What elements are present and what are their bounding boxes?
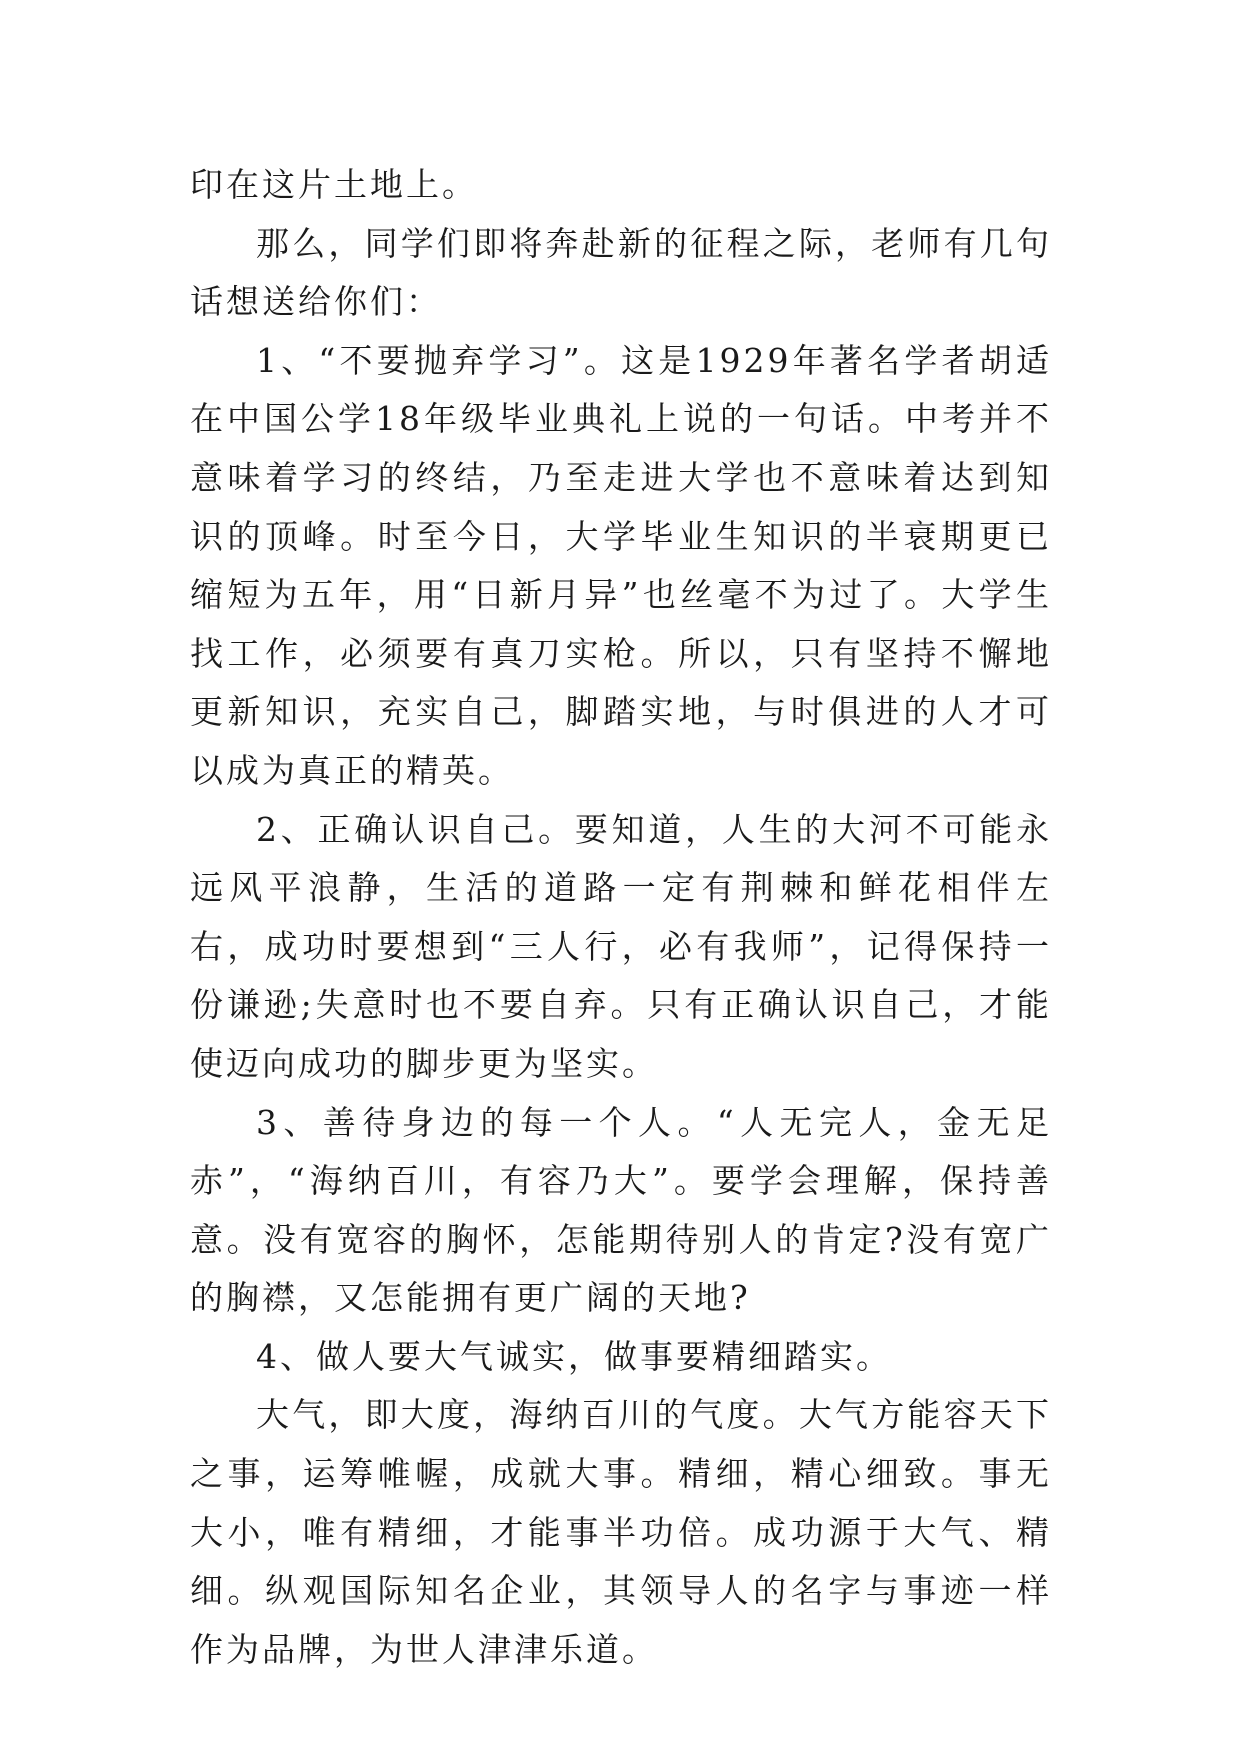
paragraph: 4、做人要大气诚实，做事要精细踏实。 [256,1336,892,1376]
paragraph: 2、正确认识自己。要知道，人生的大河不可能永远风平浪静，生活的道路一定有荆棘和鲜花相伴左右，成功时要想到“三人行，必有我师”，记得保持一份谦逊;失意时也不要自弃。只有正确认识自己，才能使迈向成功的脚步更为坚实。 [190,809,1052,1083]
paragraph: 那么，同学们即将奔赴新的征程之际，老师有几句话想送给你们： [190,223,1052,322]
document-body [190,156,1052,1679]
paragraph: 印在这片土地上。 [190,165,478,204]
paragraph: 1、“不要抛弃学习”。这是1929年著名学者胡适在中国公学18年级毕业典礼上说的一句话。中考并不意味着学习的终结，乃至走进大学也不意味着达到知识的顶峰。时至今日，大学毕业生知识的半衰期更已缩短为五年，用“日新月异”也丝毫不为过了。大学生找工作，必须要有真刀实枪。所以，只有坚持不懈地更新知识，充实自己，脚踏实地，与时俱进的人才可以成为真正的精英。 [190,340,1052,790]
paragraph: 3、善待身边的每一个人。“人无完人，金无足赤”，“海纳百川，有容乃大”。要学会理解，保持善意。没有宽容的胸怀，怎能期待别人的肯定?没有宽广的胸襟，又怎能拥有更广阔的天地? [190,1102,1052,1318]
paragraph: 大气，即大度，海纳百川的气度。大气方能容天下之事，运筹帷幄，成就大事。精细，精心细致。事无大小，唯有精细，才能事半功倍。成功源于大气、精细。纵观国际知名企业，其领导人的名字与事迹一样作为品牌，为世人津津乐道。 [190,1395,1052,1669]
